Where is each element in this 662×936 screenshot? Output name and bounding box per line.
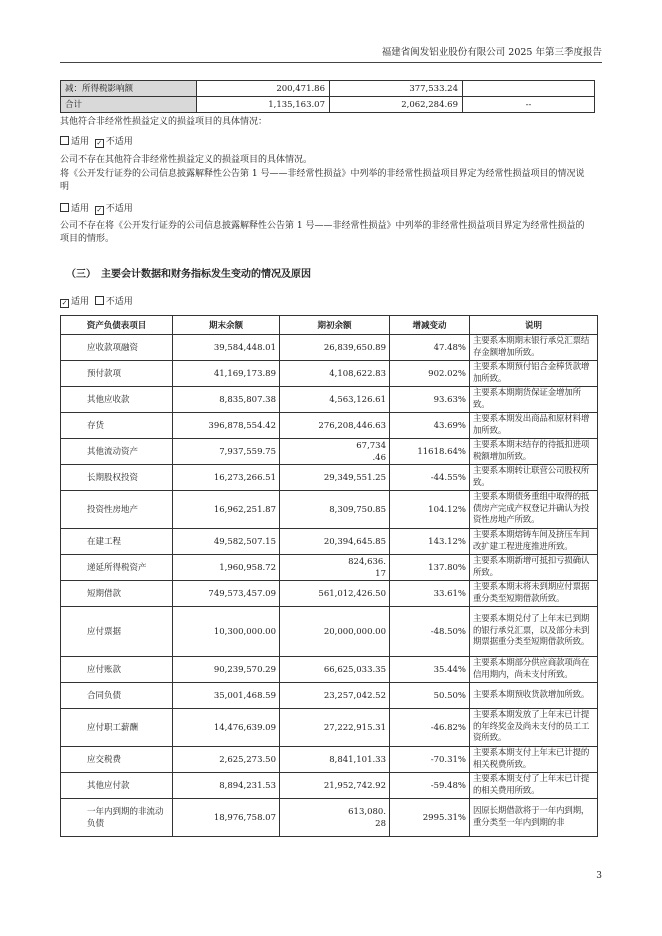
end-balance: 14,476,639.09 bbox=[173, 709, 280, 747]
change-percent: -70.31% bbox=[390, 747, 470, 773]
begin-balance: 21,952,742.92 bbox=[280, 773, 390, 799]
checkbox-unchecked-icon bbox=[95, 296, 104, 305]
item-name: 一年内到期的非流动负债 bbox=[61, 799, 173, 837]
begin-balance: 20,000,000.00 bbox=[280, 607, 390, 657]
change-percent: 50.50% bbox=[390, 683, 470, 709]
table-row bbox=[61, 97, 595, 113]
table-row bbox=[61, 439, 598, 465]
change-reason: 主要系本期支付上年末已计提的相关税费所致。 bbox=[470, 747, 598, 773]
begin-balance: 29,349,551.25 bbox=[280, 465, 390, 491]
begin-balance: 276,208,446.63 bbox=[280, 413, 390, 439]
table-row bbox=[61, 657, 598, 683]
end-balance: 90,239,570.29 bbox=[173, 657, 280, 683]
begin-balance: 4,563,126.61 bbox=[280, 387, 390, 413]
item-name: 存货 bbox=[61, 413, 173, 439]
table-header-row bbox=[61, 316, 598, 335]
change-reason: 主要系本期债务重组中取得的抵债房产完成产权登记并确认为投资性房地产所致。 bbox=[470, 491, 598, 529]
item-name: 预付款项 bbox=[61, 361, 173, 387]
change-percent: 33.61% bbox=[390, 581, 470, 607]
table-row bbox=[61, 581, 598, 607]
begin-balance: 561,012,426.50 bbox=[280, 581, 390, 607]
change-percent: -59.48% bbox=[390, 773, 470, 799]
change-percent: 11618.64% bbox=[390, 439, 470, 465]
change-reason: 主要系本期新增可抵扣亏损确认所致。 bbox=[470, 555, 598, 581]
table-row bbox=[61, 81, 595, 97]
applicability-line-2 bbox=[60, 203, 600, 216]
end-balance: 16,962,251.87 bbox=[173, 491, 280, 529]
applicable-label: 适用 bbox=[71, 297, 90, 307]
item-name: 应交税费 bbox=[61, 747, 173, 773]
end-balance: 1,960,958.72 bbox=[173, 555, 280, 581]
section-title: （三） 主要会计数据和财务指标发生变动的情况及原因 bbox=[66, 269, 311, 280]
item-name: 投资性房地产 bbox=[61, 491, 173, 529]
end-balance: 10,300,000.00 bbox=[173, 607, 280, 657]
applicable-label: 适用 bbox=[71, 137, 90, 147]
checkbox-checked-icon: ✓ bbox=[96, 206, 103, 214]
ytd-value: 377,533.24 bbox=[330, 81, 463, 97]
begin-balance: 27,222,915.31 bbox=[280, 709, 390, 747]
change-reason: 主要系本期预付铝合金棒货款增加所致。 bbox=[470, 361, 598, 387]
item-name: 其他应付款 bbox=[61, 773, 173, 799]
begin-balance: 20,394,645.85 bbox=[280, 529, 390, 555]
change-reason: 主要系本期兑付了上年末已到期的银行承兑汇票，以及部分未到期票据重分类至短期借款所致。 bbox=[470, 607, 598, 657]
item-name: 应付账款 bbox=[61, 657, 173, 683]
change-reason: 主要系本期期货保证金增加所致。 bbox=[470, 387, 598, 413]
report-title: 福建省闽发铝业股份有限公司 2025 年第三季度报告 bbox=[381, 47, 602, 58]
section-applicability bbox=[60, 296, 600, 309]
item-name: 短期借款 bbox=[61, 581, 173, 607]
begin-balance: 4,108,622.83 bbox=[280, 361, 390, 387]
change-percent: 137.80% bbox=[390, 555, 470, 581]
table-row bbox=[61, 361, 598, 387]
change-percent: 143.12% bbox=[390, 529, 470, 555]
item-name: 应收款项融资 bbox=[61, 335, 173, 361]
table-row bbox=[61, 683, 598, 709]
end-balance: 16,273,266.51 bbox=[173, 465, 280, 491]
item-name: 合同负债 bbox=[61, 683, 173, 709]
table-row bbox=[61, 413, 598, 439]
change-reason: 主要系本期末结存的待抵扣进项税额增加所致。 bbox=[470, 439, 598, 465]
table-row bbox=[61, 465, 598, 491]
not-applicable-label: 不适用 bbox=[105, 204, 133, 214]
begin-balance: 8,841,101.33 bbox=[280, 747, 390, 773]
begin-balance: 66,625,033.35 bbox=[280, 657, 390, 683]
change-reason: 主要系本期预收货款增加所致。 bbox=[470, 683, 598, 709]
not-applicable-label: 不适用 bbox=[105, 297, 133, 307]
column-header: 说明 bbox=[470, 316, 598, 335]
change-reason: 主要系本期熔铸车间及挤压车间改扩建工程进度推进所致。 bbox=[470, 529, 598, 555]
defined-items-text: 公司不存在将《公开发行证券的公司信息披露解释性公告第 1 号——非经常性损益》中列举的非经常性损益项目界定为经常性损益的项目的情形。 bbox=[60, 221, 585, 244]
change-percent: 47.48% bbox=[390, 335, 470, 361]
change-percent: -46.82% bbox=[390, 709, 470, 747]
current-period-value: 200,471.86 bbox=[197, 81, 330, 97]
applicable-label: 适用 bbox=[71, 204, 90, 214]
item-name: 应付职工薪酬 bbox=[61, 709, 173, 747]
note-cell: -- bbox=[463, 97, 595, 113]
change-percent: 2995.31% bbox=[390, 799, 470, 837]
defined-items-title: 将《公开发行证券的公司信息披露解释性公告第 1 号——非经常性损益》中列举的非经常性损益项目界定为经常性损益项目的情况说明 bbox=[60, 169, 585, 192]
table-row bbox=[61, 799, 598, 837]
table-row bbox=[61, 491, 598, 529]
checkbox-checked-icon: ✓ bbox=[61, 299, 68, 307]
begin-balance: 67,734 .46 bbox=[280, 439, 390, 465]
change-percent: -48.50% bbox=[390, 607, 470, 657]
checkbox-unchecked-icon bbox=[60, 203, 69, 212]
note-cell bbox=[463, 81, 595, 97]
change-percent: 35.44% bbox=[390, 657, 470, 683]
row-label: 合计 bbox=[61, 97, 197, 113]
item-name: 递延所得税资产 bbox=[61, 555, 173, 581]
not-applicable-label: 不适用 bbox=[105, 137, 133, 147]
item-name: 其他流动资产 bbox=[61, 439, 173, 465]
item-name: 其他应收款 bbox=[61, 387, 173, 413]
table-row bbox=[61, 773, 598, 799]
end-balance: 396,878,554.42 bbox=[173, 413, 280, 439]
item-name: 长期股权投资 bbox=[61, 465, 173, 491]
change-reason: 主要系本期发出商品和原材料增加所致。 bbox=[470, 413, 598, 439]
begin-balance: 824,636. 17 bbox=[280, 555, 390, 581]
table-row bbox=[61, 529, 598, 555]
checkbox-checked-icon: ✓ bbox=[96, 139, 103, 147]
change-reason: 因原长期借款将于一年内到期，重分类至一年内到期的非 bbox=[470, 799, 598, 837]
change-reason: 主要系本期部分供应商款项尚在信用期内，尚未支付所致。 bbox=[470, 657, 598, 683]
begin-balance: 8,309,750.85 bbox=[280, 491, 390, 529]
table-row bbox=[61, 747, 598, 773]
nonrecurring-summary-table bbox=[60, 80, 595, 113]
end-balance: 41,169,173.89 bbox=[173, 361, 280, 387]
end-balance: 749,573,457.09 bbox=[173, 581, 280, 607]
change-reason: 主要系本期期末银行承兑汇票结存金额增加所致。 bbox=[470, 335, 598, 361]
change-reason: 主要系本期发放了上年末已计提的年终奖金及尚未支付的员工工资所致。 bbox=[470, 709, 598, 747]
other-items-title: 其他符合非经常性损益定义的损益项目的具体情况： bbox=[60, 117, 268, 127]
table-row bbox=[61, 607, 598, 657]
checkbox-unchecked-icon bbox=[60, 136, 69, 145]
column-header: 资产负债表项目 bbox=[61, 316, 173, 335]
column-header: 增减变动 bbox=[390, 316, 470, 335]
end-balance: 39,584,448.01 bbox=[173, 335, 280, 361]
item-name: 应付票据 bbox=[61, 607, 173, 657]
begin-balance: 26,839,650.89 bbox=[280, 335, 390, 361]
table-row bbox=[61, 709, 598, 747]
end-balance: 2,625,273.50 bbox=[173, 747, 280, 773]
change-reason: 主要系本期转让联营公司股权所致。 bbox=[470, 465, 598, 491]
change-percent: 902.02% bbox=[390, 361, 470, 387]
end-balance: 8,835,807.38 bbox=[173, 387, 280, 413]
table-row bbox=[61, 335, 598, 361]
end-balance: 18,976,758.07 bbox=[173, 799, 280, 837]
page-number: 3 bbox=[596, 871, 602, 881]
begin-balance: 23,257,042.52 bbox=[280, 683, 390, 709]
balance-sheet-change-table bbox=[60, 315, 598, 837]
change-reason: 主要系本期支付了上年末已计提的相关费用所致。 bbox=[470, 773, 598, 799]
table-row bbox=[61, 387, 598, 413]
applicability-line-1 bbox=[60, 136, 600, 149]
change-percent: 93.63% bbox=[390, 387, 470, 413]
change-percent: 43.69% bbox=[390, 413, 470, 439]
row-label: 减：所得税影响额 bbox=[61, 81, 197, 97]
begin-balance: 613,080. 28 bbox=[280, 799, 390, 837]
header-rule bbox=[60, 62, 602, 63]
end-balance: 49,582,507.15 bbox=[173, 529, 280, 555]
end-balance: 35,001,468.59 bbox=[173, 683, 280, 709]
current-period-value: 1,135,163.07 bbox=[197, 97, 330, 113]
change-reason: 主要系本期末将未到期应付票据重分类至短期借款所致。 bbox=[470, 581, 598, 607]
change-percent: 104.12% bbox=[390, 491, 470, 529]
page-header bbox=[60, 44, 602, 62]
other-items-text: 公司不存在其他符合非经常性损益定义的损益项目的具体情况。 bbox=[60, 155, 313, 165]
table-row bbox=[61, 555, 598, 581]
ytd-value: 2,062,284.69 bbox=[330, 97, 463, 113]
change-percent: -44.55% bbox=[390, 465, 470, 491]
end-balance: 8,894,231.53 bbox=[173, 773, 280, 799]
column-header: 期初余额 bbox=[280, 316, 390, 335]
item-name: 在建工程 bbox=[61, 529, 173, 555]
end-balance: 7,937,559.75 bbox=[173, 439, 280, 465]
column-header: 期末余额 bbox=[173, 316, 280, 335]
